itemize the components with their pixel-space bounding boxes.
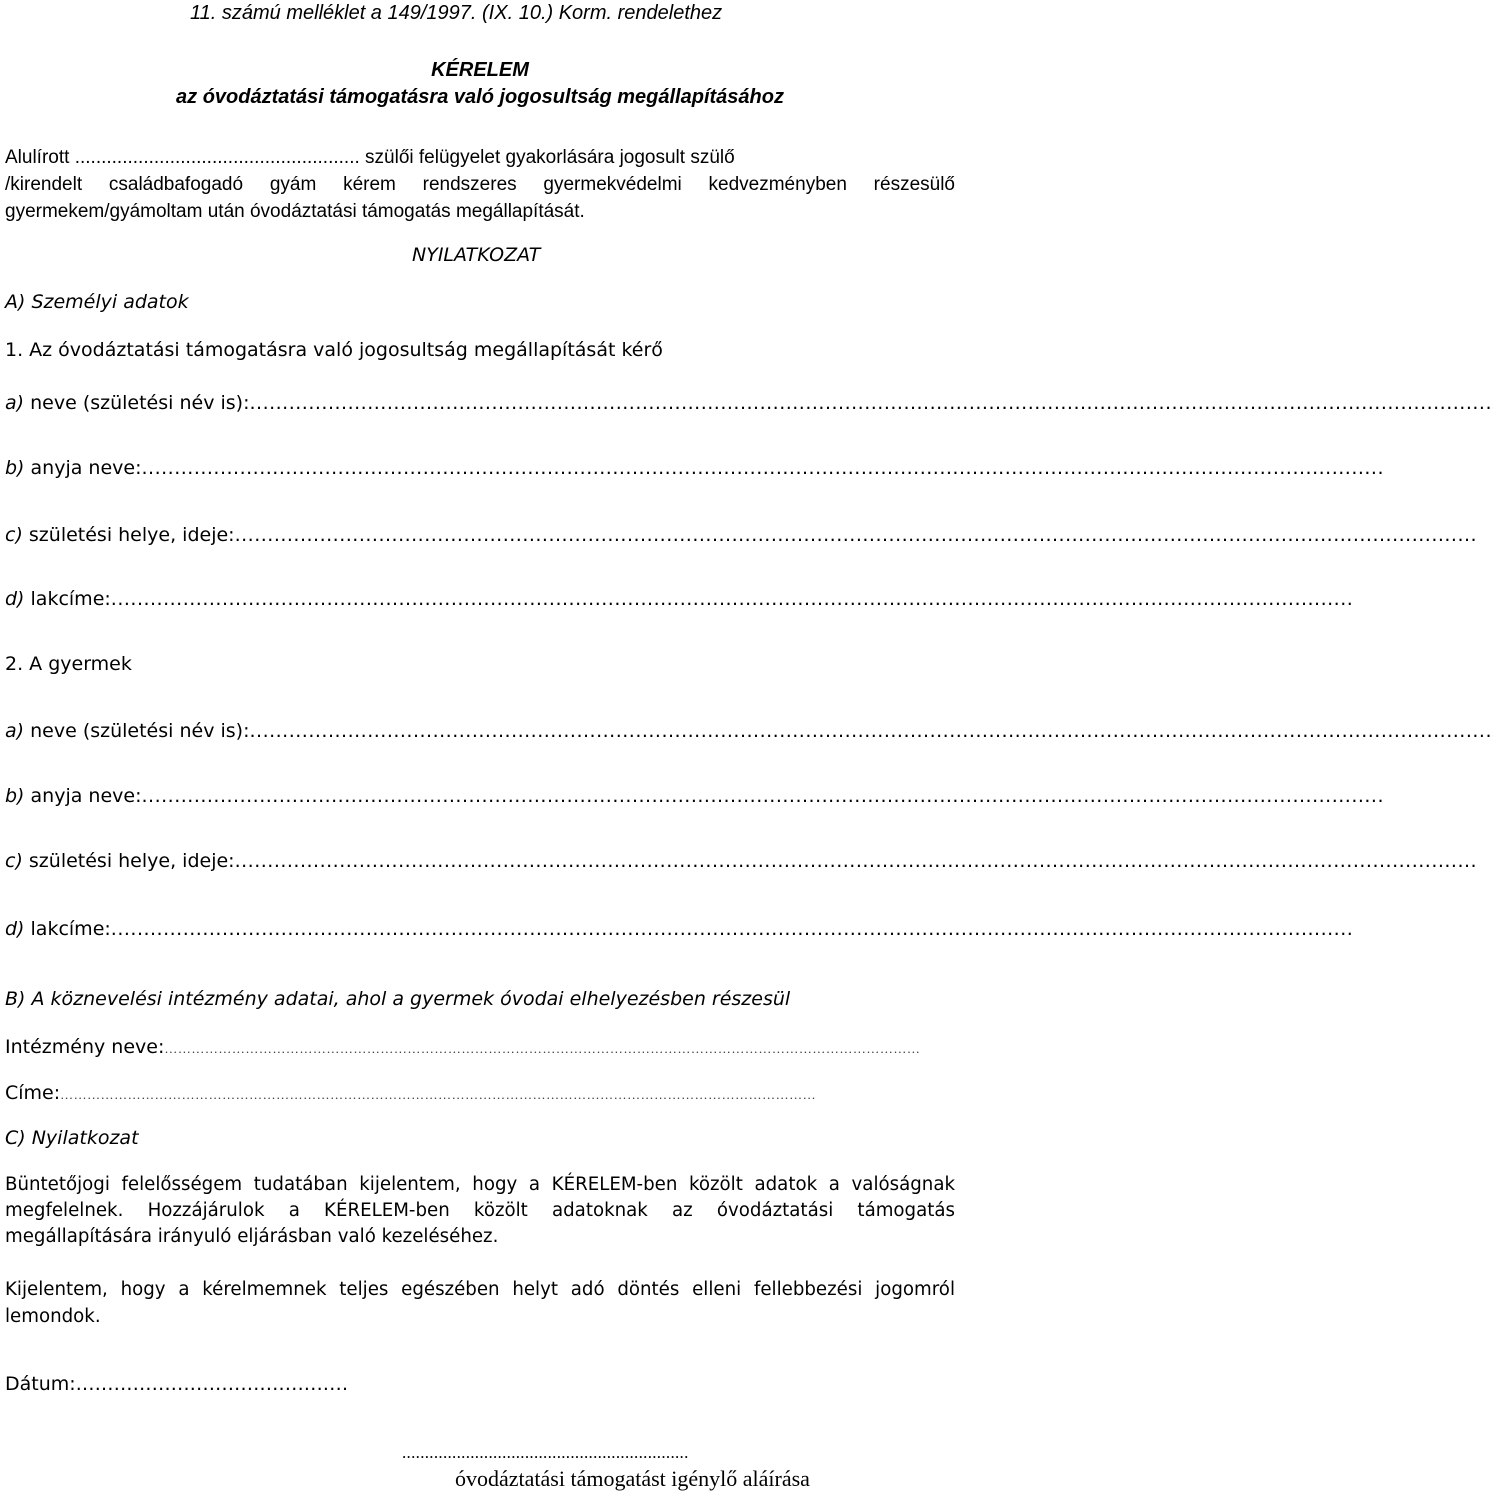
applicant-mother-name-field[interactable] [5,457,1385,479]
statement-line-1: Büntetőjogi felelősségem tudatában kijelentem, hogy a KÉRELEM-ben közölt adatok a valóságnak [5,1174,955,1195]
document-title: KÉRELEM [431,59,529,81]
institution-name-field[interactable] [5,1036,955,1058]
field-letter: b) [5,785,25,807]
date-label: Dátum: [5,1373,76,1395]
waiver-line-2: lemondok. [5,1306,101,1327]
field-label: neve (születési név is): [30,392,250,414]
section-a-title: A) Személyi adatok [5,291,189,313]
document-subtitle: az óvodáztatási támogatásra való jogosultság megállapításához [176,86,784,108]
field-letter: a) [5,720,25,742]
child-name-field[interactable] [5,720,1492,742]
child-birth-field[interactable] [5,850,1478,872]
section-b-title: B) A köznevelési intézmény adatai, ahol a gyermek óvodai elhelyezésben részesül [5,988,791,1010]
field-letter: b) [5,457,25,479]
declaration-heading: NYILATKOZAT [412,244,541,266]
child-address-field[interactable] [5,918,1354,940]
fill-line[interactable]: .............................................................................................................................................................................................. [141,457,1385,479]
date-dots[interactable]: ........................................... [75,1373,349,1395]
intro-line-1 [5,147,735,169]
intro-end: szülői felügyelet gyakorlására jogosult szülő [365,147,735,168]
field-label: anyja neve: [30,457,142,479]
field-letter: a) [5,392,25,414]
field-label: lakcíme: [30,918,111,940]
statement-line-3: megállapítására irányuló eljárásban való kezeléséhez. [5,1226,499,1247]
annex-reference: 11. számú melléklet a 149/1997. (IX. 10.) Korm. rendelethez [190,2,723,24]
fill-line[interactable]: …………………………………………………………………………………………………………………………………………………… [60,1087,817,1102]
fill-line[interactable]: .............................................................................................................................................................................................. [249,720,1492,742]
field-label: lakcíme: [30,588,111,610]
part-2-title: 2. A gyermek [5,653,132,675]
field-label: anyja neve: [30,785,142,807]
statement-line-2: megfelelnek. Hozzájárulok a KÉRELEM-ben közölt adatoknak az óvodáztatási támogatás [5,1200,955,1221]
fill-line[interactable]: .............................................................................................................................................................................................. [110,918,1354,940]
intro-start: Alulírott [5,147,70,168]
child-mother-name-field[interactable] [5,785,1385,807]
field-label: neve (születési név is): [30,720,250,742]
waiver-line-1: Kijelentem, hogy a kérelmemnek teljes egészében helyt adó döntés elleni fellebbezési jogomról [5,1279,955,1300]
field-letter: d) [5,918,25,940]
field-label: születési helye, ideje: [28,524,235,546]
fill-line[interactable]: .............................................................................................................................................................................................. [234,524,1478,546]
field-label: Címe: [5,1082,61,1104]
fill-line[interactable]: .............................................................................................................................................................................................. [141,785,1385,807]
date-field[interactable] [5,1373,348,1395]
intro-name-dots[interactable]: ...................................................... [74,147,360,168]
applicant-address-field[interactable] [5,588,1354,610]
fill-line[interactable]: .............................................................................................................................................................................................. [234,850,1478,872]
field-letter: c) [5,850,23,872]
field-letter: d) [5,588,25,610]
applicant-name-field[interactable] [5,392,1492,414]
field-label: Intézmény neve: [5,1036,165,1058]
fill-line[interactable]: …………………………………………………………………………………………………………………………………………………… [164,1041,921,1056]
section-c-title: C) Nyilatkozat [5,1127,139,1149]
part-1-title: 1. Az óvodáztatási támogatásra való jogosultság megállapítását kérő [5,339,663,361]
field-label: születési helye, ideje: [28,850,235,872]
fill-line[interactable]: .............................................................................................................................................................................................. [249,392,1492,414]
institution-address-field[interactable] [5,1082,955,1104]
fill-line[interactable]: .............................................................................................................................................................................................. [110,588,1354,610]
field-letter: c) [5,524,23,546]
signature-label: óvodáztatási támogatást igénylő aláírása [455,1466,810,1491]
intro-line-3: gyermekem/gyámoltam után óvodáztatási támogatás megállapítását. [5,201,585,222]
applicant-birth-field[interactable] [5,524,1478,546]
intro-line-2: /kirendelt családbafogadó gyám kérem rendszeres gyermekvédelmi kedvezményben részesülő [5,174,955,195]
signature-line[interactable]: ............................................................... [402,1443,689,1462]
